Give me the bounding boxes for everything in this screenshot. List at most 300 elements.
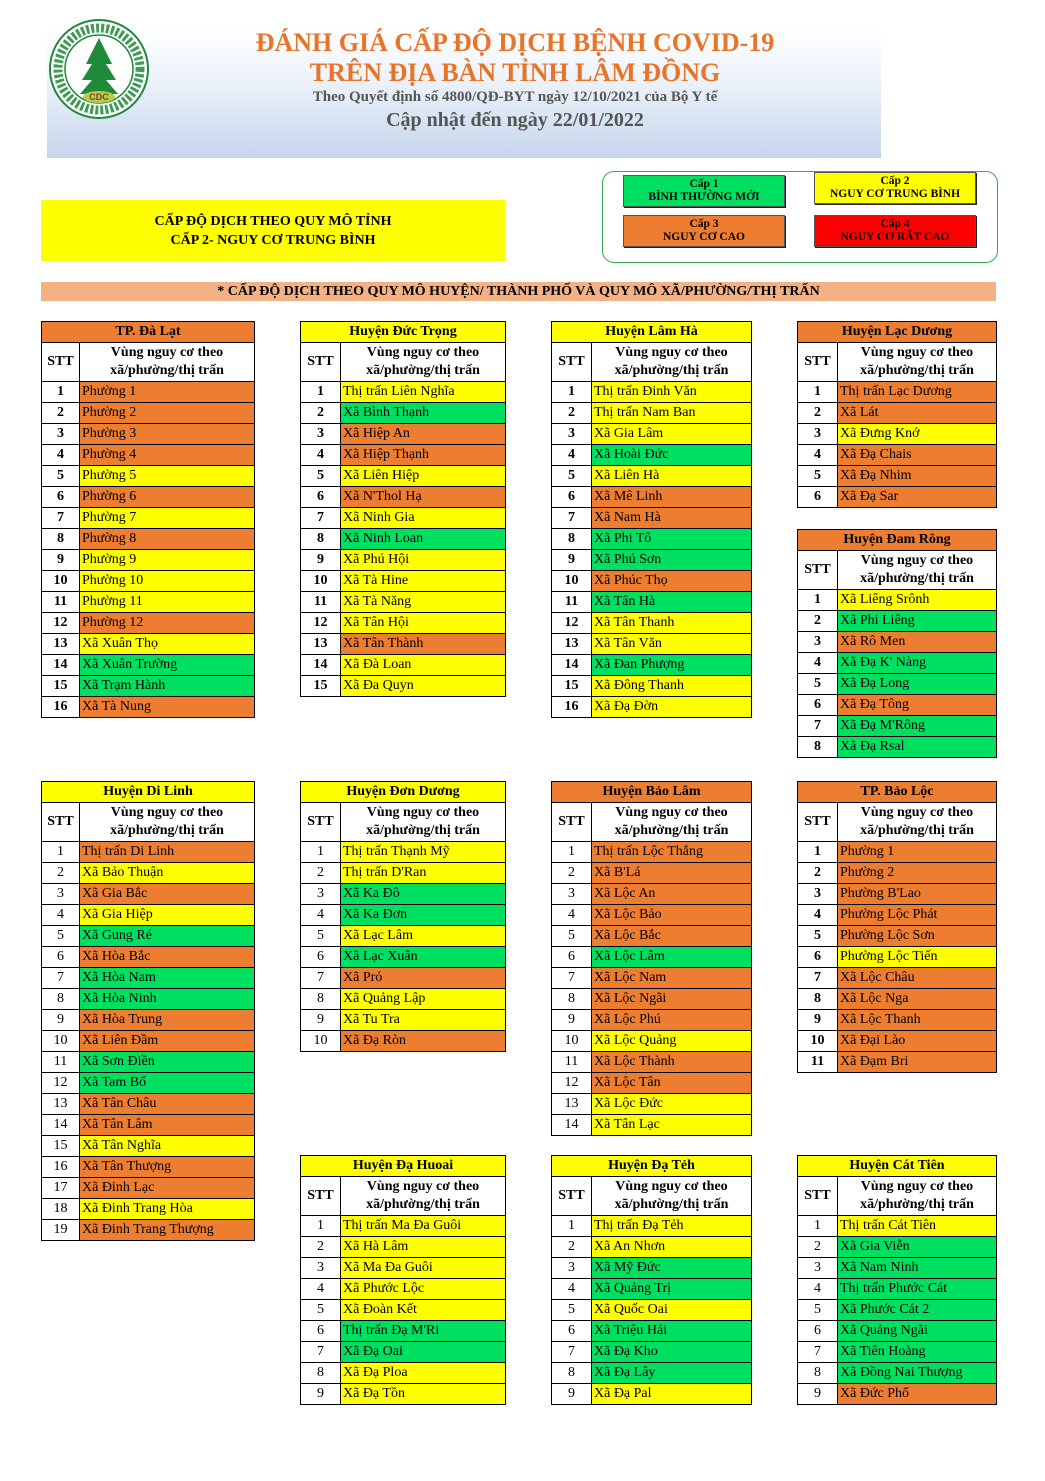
row-number: 3 [798,632,838,653]
table-row [798,716,997,737]
row-number: 10 [42,1031,80,1052]
table-row [552,508,752,529]
table-row [42,445,255,466]
row-number: 10 [552,571,592,592]
row-number: 9 [42,1010,80,1031]
row-number: 7 [301,1342,341,1363]
row-number: 2 [42,863,80,884]
cdc-logo [48,18,150,120]
commune-name: Xã Đạ Rsal [838,737,997,758]
commune-name: Xã Liên Hiệp [341,466,506,487]
commune-name: Phường 9 [80,550,255,571]
commune-name: Xã N'Thol Hạ [341,487,506,508]
row-number: 5 [301,926,341,947]
column-header-zone [341,1177,506,1216]
commune-name: Xã Phú Hội [341,550,506,571]
commune-name: Xã Triệu Hải [592,1321,752,1342]
commune-name: Thị trấn Nam Ban [592,403,752,424]
table-row [301,424,506,445]
district-table-8 [551,781,752,1136]
commune-name: Phường 2 [838,863,997,884]
table-row [552,613,752,634]
row-number: 9 [301,550,341,571]
commune-name: Xã Ka Đơn [341,905,506,926]
commune-name: Xã Phi Tô [592,529,752,550]
commune-name: Xã Đức Phổ [838,1384,997,1405]
table-row [798,445,997,466]
row-number: 14 [42,655,80,676]
row-number: 12 [42,1073,80,1094]
row-number: 2 [798,611,838,632]
table-row [42,382,255,403]
table-row [42,487,255,508]
commune-name: Xã Phú Sơn [592,550,752,571]
table-row [798,611,997,632]
commune-name: Xã Mỹ Đức [592,1258,752,1279]
table-row [42,508,255,529]
table-row [42,1073,255,1094]
commune-name: Xã Hà Lâm [341,1237,506,1258]
row-number: 3 [42,424,80,445]
column-header-stt: STT [42,343,80,382]
column-header-zone-line2: xã/phường/thị trấn [860,363,974,378]
commune-name: Xã Tà Năng [341,592,506,613]
table-row [42,676,255,697]
decision-reference: Theo Quyết định số 4800/QĐ-BYT ngày 12/10/2021 của Bộ Y tế [312,89,718,105]
commune-name: Xã Hòa Trung [80,1010,255,1031]
table-row [301,1216,506,1237]
row-number: 6 [301,947,341,968]
district-name: Huyện Đức Trọng [301,322,506,343]
column-header-zone-line1: Vùng nguy cơ theo [366,805,480,820]
row-number: 6 [552,947,592,968]
commune-name: Xã Phi Liêng [838,611,997,632]
table-row [42,926,255,947]
commune-name: Xã Đạ Ròn [341,1031,506,1052]
row-number: 11 [552,592,592,613]
table-row [301,926,506,947]
commune-name: Xã Hòa Bắc [80,947,255,968]
column-header-stt: STT [301,343,341,382]
commune-name: Xã Phúc Thọ [592,571,752,592]
row-number: 4 [552,905,592,926]
table-row [552,1094,752,1115]
table-row [301,989,506,1010]
table-row [301,1258,506,1279]
row-number: 8 [301,529,341,550]
commune-name: Xã Lộc Ngãi [592,989,752,1010]
commune-name: Xã Đạ Lây [592,1363,752,1384]
table-row [552,655,752,676]
commune-name: Xã Lộc Châu [838,968,997,989]
commune-name: Xã Hòa Nam [80,968,255,989]
row-number: 1 [301,1216,341,1237]
row-number: 9 [798,1010,838,1031]
column-header-zone-line2: xã/phường/thị trấn [366,823,480,838]
table-row [42,905,255,926]
row-number: 8 [301,1363,341,1384]
row-number: 1 [798,590,838,611]
row-number: 12 [552,1073,592,1094]
row-number: 6 [552,487,592,508]
table-row [301,550,506,571]
table-row [552,403,752,424]
district-name: Huyện Đơn Dương [301,782,506,803]
commune-name: Xã Tu Tra [341,1010,506,1031]
table-row [301,571,506,592]
commune-name: Xã Đạ M'Rông [838,716,997,737]
row-number: 8 [798,989,838,1010]
district-name: Huyện Cát Tiên [798,1156,997,1177]
table-row [552,1342,752,1363]
row-number: 14 [301,655,341,676]
table-row [798,989,997,1010]
commune-name: Xã Tam Bố [80,1073,255,1094]
table-row [552,1073,752,1094]
commune-name: Xã Trạm Hành [80,676,255,697]
commune-name: Phường 5 [80,466,255,487]
table-row [42,592,255,613]
row-number: 6 [301,487,341,508]
row-number: 9 [42,550,80,571]
table-row [42,1052,255,1073]
commune-name: Xã Liêng Srônh [838,590,997,611]
column-header-zone [592,1177,752,1216]
commune-name: Xã Nam Ninh [838,1258,997,1279]
row-number: 3 [301,1258,341,1279]
table-row [798,653,997,674]
district-table-1 [41,321,255,718]
table-row [301,676,506,697]
commune-name: Xã Đinh Trang Thượng [80,1220,255,1241]
commune-name: Xã Đại Lào [838,1031,997,1052]
row-number: 2 [552,1237,592,1258]
commune-name: Xã Quốc Oai [592,1300,752,1321]
table-row [301,1010,506,1031]
table-row [42,529,255,550]
column-header-stt: STT [798,343,838,382]
table-row [552,1279,752,1300]
column-header-zone-line2: xã/phường/thị trấn [860,1197,974,1212]
column-header-stt: STT [552,803,592,842]
commune-name: Xã Hiệp Thạnh [341,445,506,466]
commune-name: Xã Đạ Sar [838,487,997,508]
commune-name: Xã Tân Lâm [80,1115,255,1136]
row-number: 4 [798,653,838,674]
legend-level-2 [814,172,976,204]
row-number: 1 [552,842,592,863]
column-header-zone-line2: xã/phường/thị trấn [110,363,224,378]
column-header-zone-line2: xã/phường/thị trấn [860,571,974,586]
row-number: 2 [301,403,341,424]
commune-name: Xã Tân Thanh [592,613,752,634]
commune-name: Xã Bảo Thuận [80,863,255,884]
row-number: 1 [798,382,838,403]
commune-name: Xã Tân Châu [80,1094,255,1115]
row-number: 14 [42,1115,80,1136]
column-header-zone-line2: xã/phường/thị trấn [366,363,480,378]
commune-name: Xã Ninh Loan [341,529,506,550]
commune-name: Xã Gia Lâm [592,424,752,445]
row-number: 2 [552,863,592,884]
row-number: 6 [42,947,80,968]
table-row [301,487,506,508]
district-name: Huyện Đam Rông [798,530,997,551]
commune-name: Xã Đạ Long [838,674,997,695]
row-number: 4 [42,905,80,926]
column-header-stt: STT [798,551,838,590]
column-header-zone-line1: Vùng nguy cơ theo [860,345,974,360]
commune-name: Thị trấn Đạ Tẻh [592,1216,752,1237]
row-number: 6 [798,1321,838,1342]
column-header-zone [838,343,997,382]
row-number: 18 [42,1199,80,1220]
column-header-stt: STT [798,803,838,842]
table-row [552,1115,752,1136]
table-row [798,1258,997,1279]
district-name: Huyện Di Linh [42,782,255,803]
row-number: 19 [42,1220,80,1241]
table-row [301,508,506,529]
column-header-stt: STT [552,343,592,382]
table-row [301,613,506,634]
commune-name: Xã An Nhơn [592,1237,752,1258]
column-header-zone-line2: xã/phường/thị trấn [614,823,729,838]
row-number: 4 [798,445,838,466]
table-row [552,466,752,487]
row-number: 16 [42,697,80,718]
row-number: 8 [552,1363,592,1384]
table-row [552,1384,752,1405]
commune-name: Thị trấn Cát Tiên [838,1216,997,1237]
legend-level-2-title: Cấp 2 [880,175,910,187]
commune-name: Xã Đạ Tông [838,695,997,716]
table-row [552,1052,752,1073]
district-table-10 [300,1155,506,1405]
commune-name: Thị trấn Phước Cát [838,1279,997,1300]
row-number: 13 [42,634,80,655]
commune-name: Xã Đạ Oai [341,1342,506,1363]
row-number: 5 [798,926,838,947]
table-row [798,863,997,884]
update-date: Cập nhật đến ngày 22/01/2022 [386,109,644,131]
table-row [552,947,752,968]
commune-name: Phường Lộc Sơn [838,926,997,947]
row-number: 3 [552,424,592,445]
table-row [552,842,752,863]
table-row [301,634,506,655]
commune-name: Thị trấn Lộc Thắng [592,842,752,863]
table-row [42,1199,255,1220]
row-number: 8 [798,1363,838,1384]
district-table-12 [797,1155,997,1405]
table-row [798,884,997,905]
row-number: 9 [552,1384,592,1405]
commune-name: Xã Hòa Ninh [80,989,255,1010]
row-number: 14 [552,1115,592,1136]
commune-name: Xã Tà Hine [341,571,506,592]
district-name: Huyện Lâm Hà [552,322,752,343]
commune-name: Thị trấn Liên Nghĩa [341,382,506,403]
page-title: ĐÁNH GIÁ CẤP ĐỘ DỊCH BỆNH COVID-19 [255,28,775,57]
commune-name: Xã Mê Linh [592,487,752,508]
row-number: 3 [798,1258,838,1279]
row-number: 8 [42,529,80,550]
table-row [301,842,506,863]
commune-name: Xã Đan Phượng [592,655,752,676]
column-header-stt: STT [798,1177,838,1216]
column-header-zone-line1: Vùng nguy cơ theo [615,1179,728,1194]
logo-text: CDC [89,92,109,102]
commune-name: Phường 1 [838,842,997,863]
commune-name: Xã Lộc Phú [592,1010,752,1031]
commune-name: Xã Tân Thượng [80,1157,255,1178]
province-level-box [41,200,505,261]
table-row [798,737,997,758]
table-row [798,590,997,611]
row-number: 13 [42,1094,80,1115]
table-row [552,1258,752,1279]
commune-name: Phường Lộc Phát [838,905,997,926]
commune-name: Xã Lạc Lâm [341,926,506,947]
row-number: 6 [301,1321,341,1342]
table-row [301,1300,506,1321]
row-number: 2 [798,1237,838,1258]
row-number: 7 [301,968,341,989]
commune-name: Xã Hoài Đức [592,445,752,466]
commune-name: Phường 10 [80,571,255,592]
commune-name: Phường 6 [80,487,255,508]
commune-name: Xã Nam Hà [592,508,752,529]
table-row [798,926,997,947]
legend-level-4-label: NGUY CƠ RẤT CAO [840,231,950,243]
commune-name: Xã Tân Hội [341,613,506,634]
table-row [798,968,997,989]
table-row [798,695,997,716]
row-number: 2 [301,1237,341,1258]
table-row [301,1363,506,1384]
commune-name: Xã Lộc Thành [592,1052,752,1073]
commune-name: Xã Gia Hiệp [80,905,255,926]
row-number: 1 [301,842,341,863]
legend-level-3 [623,215,785,247]
table-row [301,1342,506,1363]
commune-name: Xã Gung Ré [80,926,255,947]
column-header-zone [80,803,255,842]
table-row [301,445,506,466]
table-row [798,1031,997,1052]
province-level-title: CẤP ĐỘ DỊCH THEO QUY MÔ TỈNH [154,213,392,229]
legend-level-1-label: BÌNH THƯỜNG MỚI [648,191,760,203]
table-row [798,674,997,695]
legend [602,171,998,263]
table-row [552,1363,752,1384]
row-number: 1 [301,382,341,403]
table-row [552,424,752,445]
commune-name: Thị trấn Đạ M'Ri [341,1321,506,1342]
table-row [42,1136,255,1157]
column-header-zone-line1: Vùng nguy cơ theo [366,1179,480,1194]
table-row [42,550,255,571]
table-row [42,697,255,718]
commune-name: Xã Gia Bắc [80,884,255,905]
commune-name: Thị trấn Di Linh [80,842,255,863]
table-row [798,487,997,508]
commune-name: Xã Rô Men [838,632,997,653]
column-header-zone-line2: xã/phường/thị trấn [614,363,729,378]
column-header-zone [592,343,752,382]
table-row [552,697,752,718]
table-row [552,926,752,947]
table-row [798,842,997,863]
row-number: 2 [798,863,838,884]
commune-name: Xã Tiên Hoàng [838,1342,997,1363]
commune-name: Xã Liên Hà [592,466,752,487]
row-number: 15 [42,676,80,697]
row-number: 12 [42,613,80,634]
commune-name: Xã Lát [838,403,997,424]
row-number: 9 [552,1010,592,1031]
district-table-3 [551,321,752,718]
table-row [42,1157,255,1178]
row-number: 5 [42,926,80,947]
commune-name: Xã Đạ K' Nàng [838,653,997,674]
commune-name: Xã B'Lá [592,863,752,884]
commune-name: Xã Ma Đa Guôi [341,1258,506,1279]
table-row [798,947,997,968]
row-number: 12 [552,613,592,634]
column-header-zone [341,803,506,842]
table-row [301,1237,506,1258]
row-number: 1 [798,1216,838,1237]
table-row [552,1010,752,1031]
table-row [552,1237,752,1258]
row-number: 13 [552,634,592,655]
column-header-zone-line2: xã/phường/thị trấn [110,823,224,838]
row-number: 17 [42,1178,80,1199]
column-header-zone-line1: Vùng nguy cơ theo [615,805,728,820]
table-row [42,571,255,592]
commune-name: Phường 8 [80,529,255,550]
table-row [42,842,255,863]
table-row [301,1384,506,1405]
table-row [301,1321,506,1342]
commune-name: Xã Quảng Lập [341,989,506,1010]
commune-name: Xã Đông Thanh [592,676,752,697]
column-header-zone [80,343,255,382]
section-title: * CẤP ĐỘ DỊCH THEO QUY MÔ HUYỆN/ THÀNH PHỐ VÀ QUY MÔ XÃ/PHƯỜNG/THỊ TRẤN [41,282,996,301]
row-number: 7 [798,716,838,737]
table-row [798,382,997,403]
commune-name: Phường 11 [80,592,255,613]
commune-name: Xã Quảng Trị [592,1279,752,1300]
commune-name: Phường 12 [80,613,255,634]
table-row [42,1010,255,1031]
table-row [42,884,255,905]
table-row [552,676,752,697]
commune-name: Xã Tân Lạc [592,1115,752,1136]
row-number: 3 [301,424,341,445]
row-number: 5 [552,1300,592,1321]
table-row [552,968,752,989]
commune-name: Thị trấn Lạc Dương [838,382,997,403]
table-row [301,968,506,989]
table-row [42,634,255,655]
commune-name: Xã Lộc Đức [592,1094,752,1115]
district-table-4 [797,321,997,508]
column-header-zone [592,803,752,842]
commune-name: Xã Xuân Thọ [80,634,255,655]
